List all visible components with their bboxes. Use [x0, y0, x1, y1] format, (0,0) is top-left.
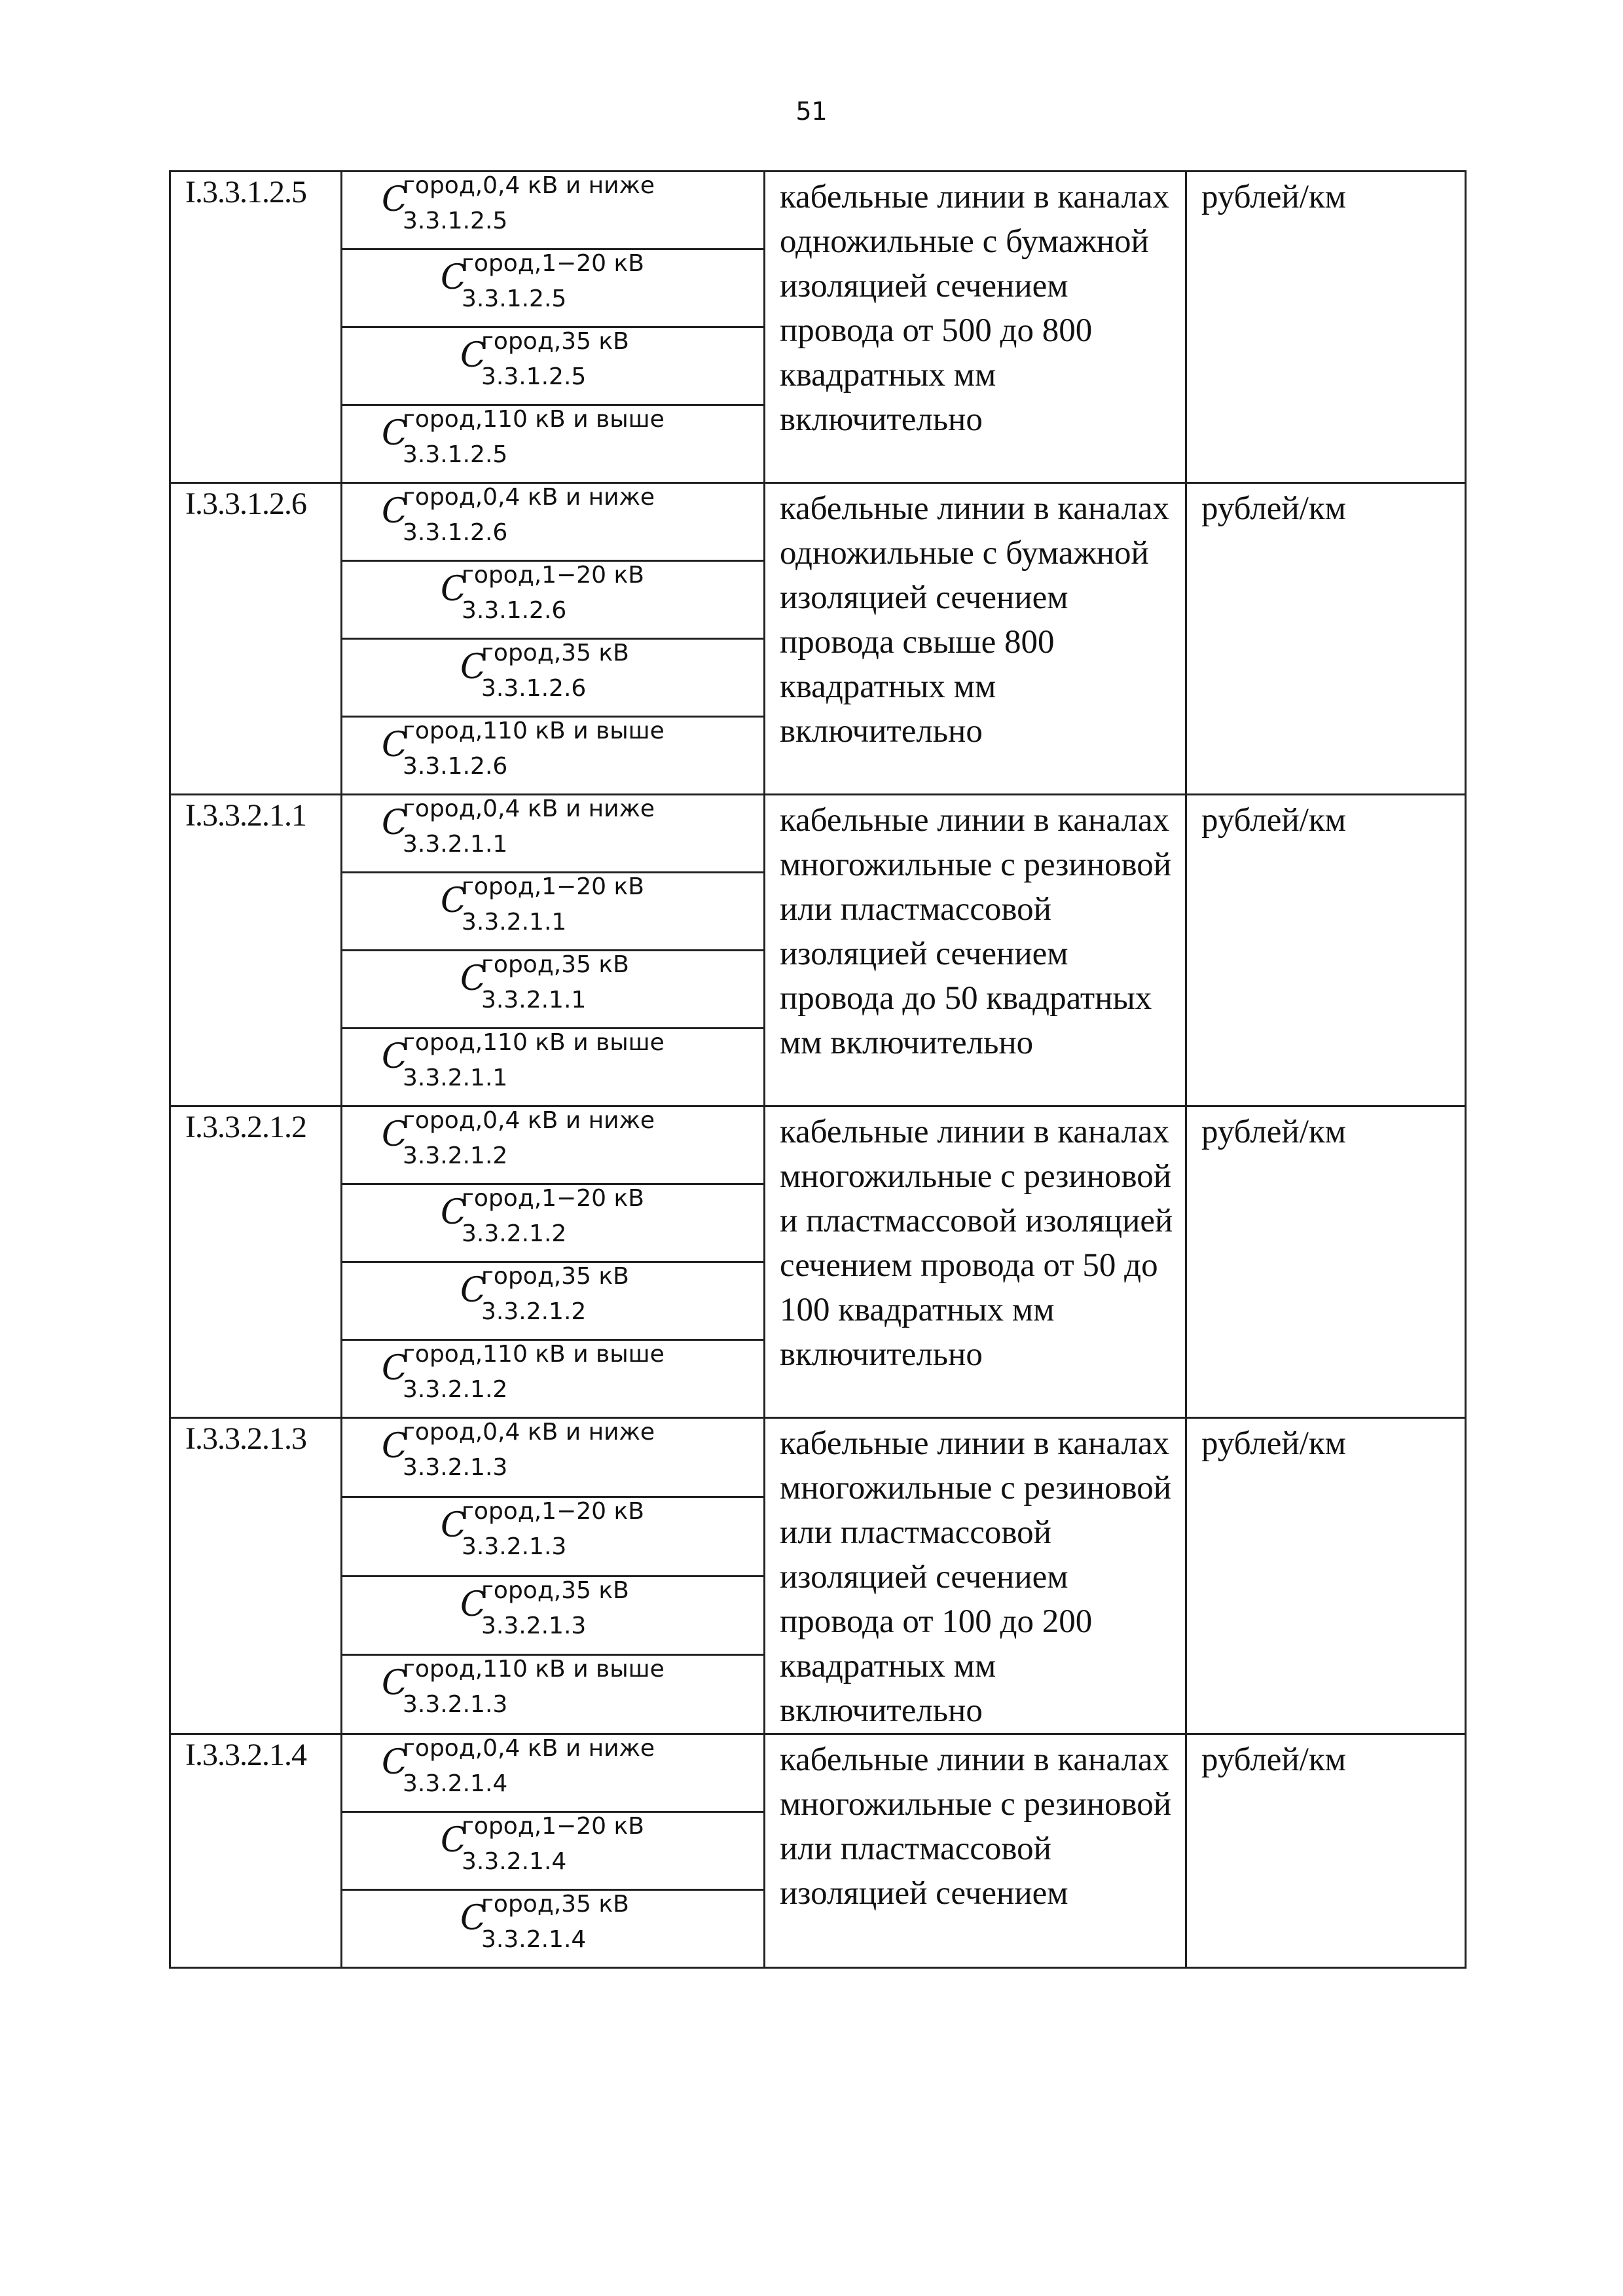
rate-symbol-cell [342, 717, 765, 795]
symbol-subscript: 3.3.1.2.6 [481, 675, 587, 702]
symbol-base: C [441, 570, 467, 609]
symbol-superscript: город,110 кВ и выше [403, 718, 665, 744]
symbol-superscript: город,35 кВ [481, 1891, 629, 1918]
rate-symbol-cell [342, 1812, 765, 1890]
rate-symbol-cell [342, 1106, 765, 1184]
rate-symbol-cell [342, 1890, 765, 1968]
symbol-subscript: 3.3.2.1.4 [462, 1848, 567, 1875]
symbol-subscript: 3.3.2.1.1 [481, 987, 587, 1013]
item-description: кабельные линии в каналах многожильные с резиновой или пластмассовой изоляцией сечением [765, 1734, 1186, 1968]
rate-symbol-cell [342, 1497, 765, 1576]
symbol-subscript: 3.3.2.1.4 [481, 1926, 587, 1953]
symbol-superscript: город,0,4 кВ и ниже [403, 1107, 655, 1134]
page-number: 51 [795, 97, 828, 126]
rate-symbol-cell [342, 1029, 765, 1106]
symbol-superscript: город,35 кВ [481, 640, 629, 666]
symbol-superscript: город,1−20 кВ [462, 250, 644, 277]
symbol-base: C [382, 1037, 408, 1076]
rate-symbol-cell [342, 561, 765, 639]
symbol-base: C [382, 725, 408, 765]
rate-symbol-cell [342, 951, 765, 1029]
symbol-subscript: 3.3.2.1.3 [403, 1691, 508, 1719]
symbol-subscript: 3.3.2.1.1 [403, 1065, 508, 1091]
symbol-subscript: 3.3.2.1.2 [403, 1376, 508, 1403]
symbol-base: C [382, 1743, 408, 1782]
symbol-subscript: 3.3.2.1.2 [403, 1142, 508, 1169]
item-unit: рублей/км [1186, 1106, 1466, 1418]
rate-symbol-cell [342, 1184, 765, 1262]
symbol-base: C [382, 414, 408, 453]
symbol-base: C [441, 1821, 467, 1860]
rate-symbol-cell [342, 639, 765, 717]
symbol-base: C [382, 1664, 408, 1704]
rate-symbol-cell [342, 873, 765, 951]
item-unit: рублей/км [1186, 795, 1466, 1106]
rate-symbol-cell [342, 249, 765, 327]
symbol-superscript: город,110 кВ и выше [403, 1341, 665, 1368]
rate-symbol-cell [342, 405, 765, 483]
symbol-base: C [382, 1427, 408, 1466]
symbol-base: C [441, 258, 467, 297]
table-row [170, 1734, 1466, 1812]
symbol-subscript: 3.3.1.2.6 [403, 519, 508, 546]
symbol-subscript: 3.3.2.1.4 [403, 1770, 508, 1797]
symbol-base: C [382, 180, 408, 219]
symbol-subscript: 3.3.2.1.2 [462, 1220, 567, 1247]
symbol-superscript: город,110 кВ и выше [403, 406, 665, 433]
tariff-table [169, 170, 1467, 1969]
symbol-subscript: 3.3.2.1.3 [403, 1454, 508, 1481]
symbol-subscript: 3.3.1.2.5 [403, 441, 508, 468]
item-description: кабельные линии в каналах многожильные с резиновой или пластмассовой изоляцией сечением провода до 50 квадратных мм включительно [765, 795, 1186, 1106]
rate-symbol-cell [342, 1576, 765, 1655]
symbol-superscript: город,0,4 кВ и ниже [403, 1735, 655, 1762]
item-code: I.3.3.2.1.1 [170, 795, 342, 1106]
symbol-base: C [382, 1115, 408, 1154]
rate-symbol-cell [342, 483, 765, 561]
table-row [170, 1106, 1466, 1184]
symbol-superscript: город,0,4 кВ и ниже [403, 1419, 655, 1446]
symbol-superscript: город,1−20 кВ [462, 1497, 644, 1525]
symbol-base: C [460, 647, 486, 687]
rate-symbol-cell [342, 1262, 765, 1340]
item-unit: рублей/км [1186, 483, 1466, 795]
symbol-superscript: город,0,4 кВ и ниже [403, 795, 655, 822]
symbol-base: C [460, 959, 486, 998]
symbol-base: C [460, 336, 486, 375]
rate-symbol-cell [342, 1340, 765, 1418]
rate-symbol-cell [342, 327, 765, 405]
symbol-base: C [460, 1271, 486, 1310]
symbol-subscript: 3.3.2.1.2 [481, 1298, 587, 1325]
symbol-superscript: город,1−20 кВ [462, 1813, 644, 1840]
symbol-superscript: город,110 кВ и выше [403, 1656, 665, 1683]
table-row [170, 1418, 1466, 1497]
symbol-subscript: 3.3.1.2.6 [403, 753, 508, 780]
rate-symbol-cell [342, 1655, 765, 1734]
symbol-base: C [460, 1584, 486, 1624]
symbol-superscript: город,1−20 кВ [462, 1185, 644, 1212]
symbol-subscript: 3.3.2.1.1 [403, 831, 508, 858]
symbol-superscript: город,35 кВ [481, 1576, 629, 1604]
item-code: I.3.3.1.2.6 [170, 483, 342, 795]
symbol-superscript: город,0,4 кВ и ниже [403, 484, 655, 511]
symbol-base: C [441, 1505, 467, 1545]
rate-symbol-cell [342, 172, 765, 249]
symbol-superscript: город,1−20 кВ [462, 562, 644, 589]
tariff-table-body [170, 172, 1466, 1968]
symbol-superscript: город,0,4 кВ и ниже [403, 172, 655, 199]
symbol-superscript: город,35 кВ [481, 1263, 629, 1290]
symbol-subscript: 3.3.2.1.3 [462, 1533, 567, 1560]
table-row [170, 795, 1466, 873]
item-description: кабельные линии в каналах многожильные с резиновой и пластмассовой изоляцией сечением провода от 50 до 100 квадратных мм включительно [765, 1106, 1186, 1418]
symbol-subscript: 3.3.2.1.1 [462, 909, 567, 936]
item-code: I.3.3.2.1.3 [170, 1418, 342, 1734]
item-description: кабельные линии в каналах одножильные с бумажной изоляцией сечением провода свыше 800 квадратных мм включительно [765, 483, 1186, 795]
rate-symbol-cell [342, 795, 765, 873]
rate-symbol-cell [342, 1418, 765, 1497]
symbol-base: C [441, 1193, 467, 1232]
item-unit: рублей/км [1186, 172, 1466, 483]
symbol-superscript: город,110 кВ и выше [403, 1029, 665, 1056]
symbol-base: C [382, 1349, 408, 1388]
item-code: I.3.3.1.2.5 [170, 172, 342, 483]
item-unit: рублей/км [1186, 1734, 1466, 1968]
symbol-subscript: 3.3.2.1.3 [481, 1612, 587, 1639]
table-row [170, 172, 1466, 249]
symbol-superscript: город,35 кВ [481, 328, 629, 355]
symbol-subscript: 3.3.1.2.5 [403, 208, 508, 234]
symbol-base: C [460, 1899, 486, 1938]
symbol-base: C [441, 881, 467, 920]
symbol-base: C [382, 803, 408, 843]
symbol-superscript: город,1−20 кВ [462, 873, 644, 900]
item-code: I.3.3.2.1.2 [170, 1106, 342, 1418]
symbol-subscript: 3.3.1.2.5 [462, 285, 567, 312]
item-description: кабельные линии в каналах одножильные с бумажной изоляцией сечением провода от 500 до 800 квадратных мм включительно [765, 172, 1186, 483]
rate-symbol-cell [342, 1734, 765, 1812]
symbol-superscript: город,35 кВ [481, 951, 629, 978]
item-description: кабельные линии в каналах многожильные с резиновой или пластмассовой изоляцией сечением провода от 100 до 200 квадратных мм включительно [765, 1418, 1186, 1734]
symbol-subscript: 3.3.1.2.6 [462, 597, 567, 624]
item-code: I.3.3.2.1.4 [170, 1734, 342, 1968]
symbol-subscript: 3.3.1.2.5 [481, 363, 587, 390]
symbol-base: C [382, 492, 408, 531]
table-row [170, 483, 1466, 561]
item-unit: рублей/км [1186, 1418, 1466, 1734]
